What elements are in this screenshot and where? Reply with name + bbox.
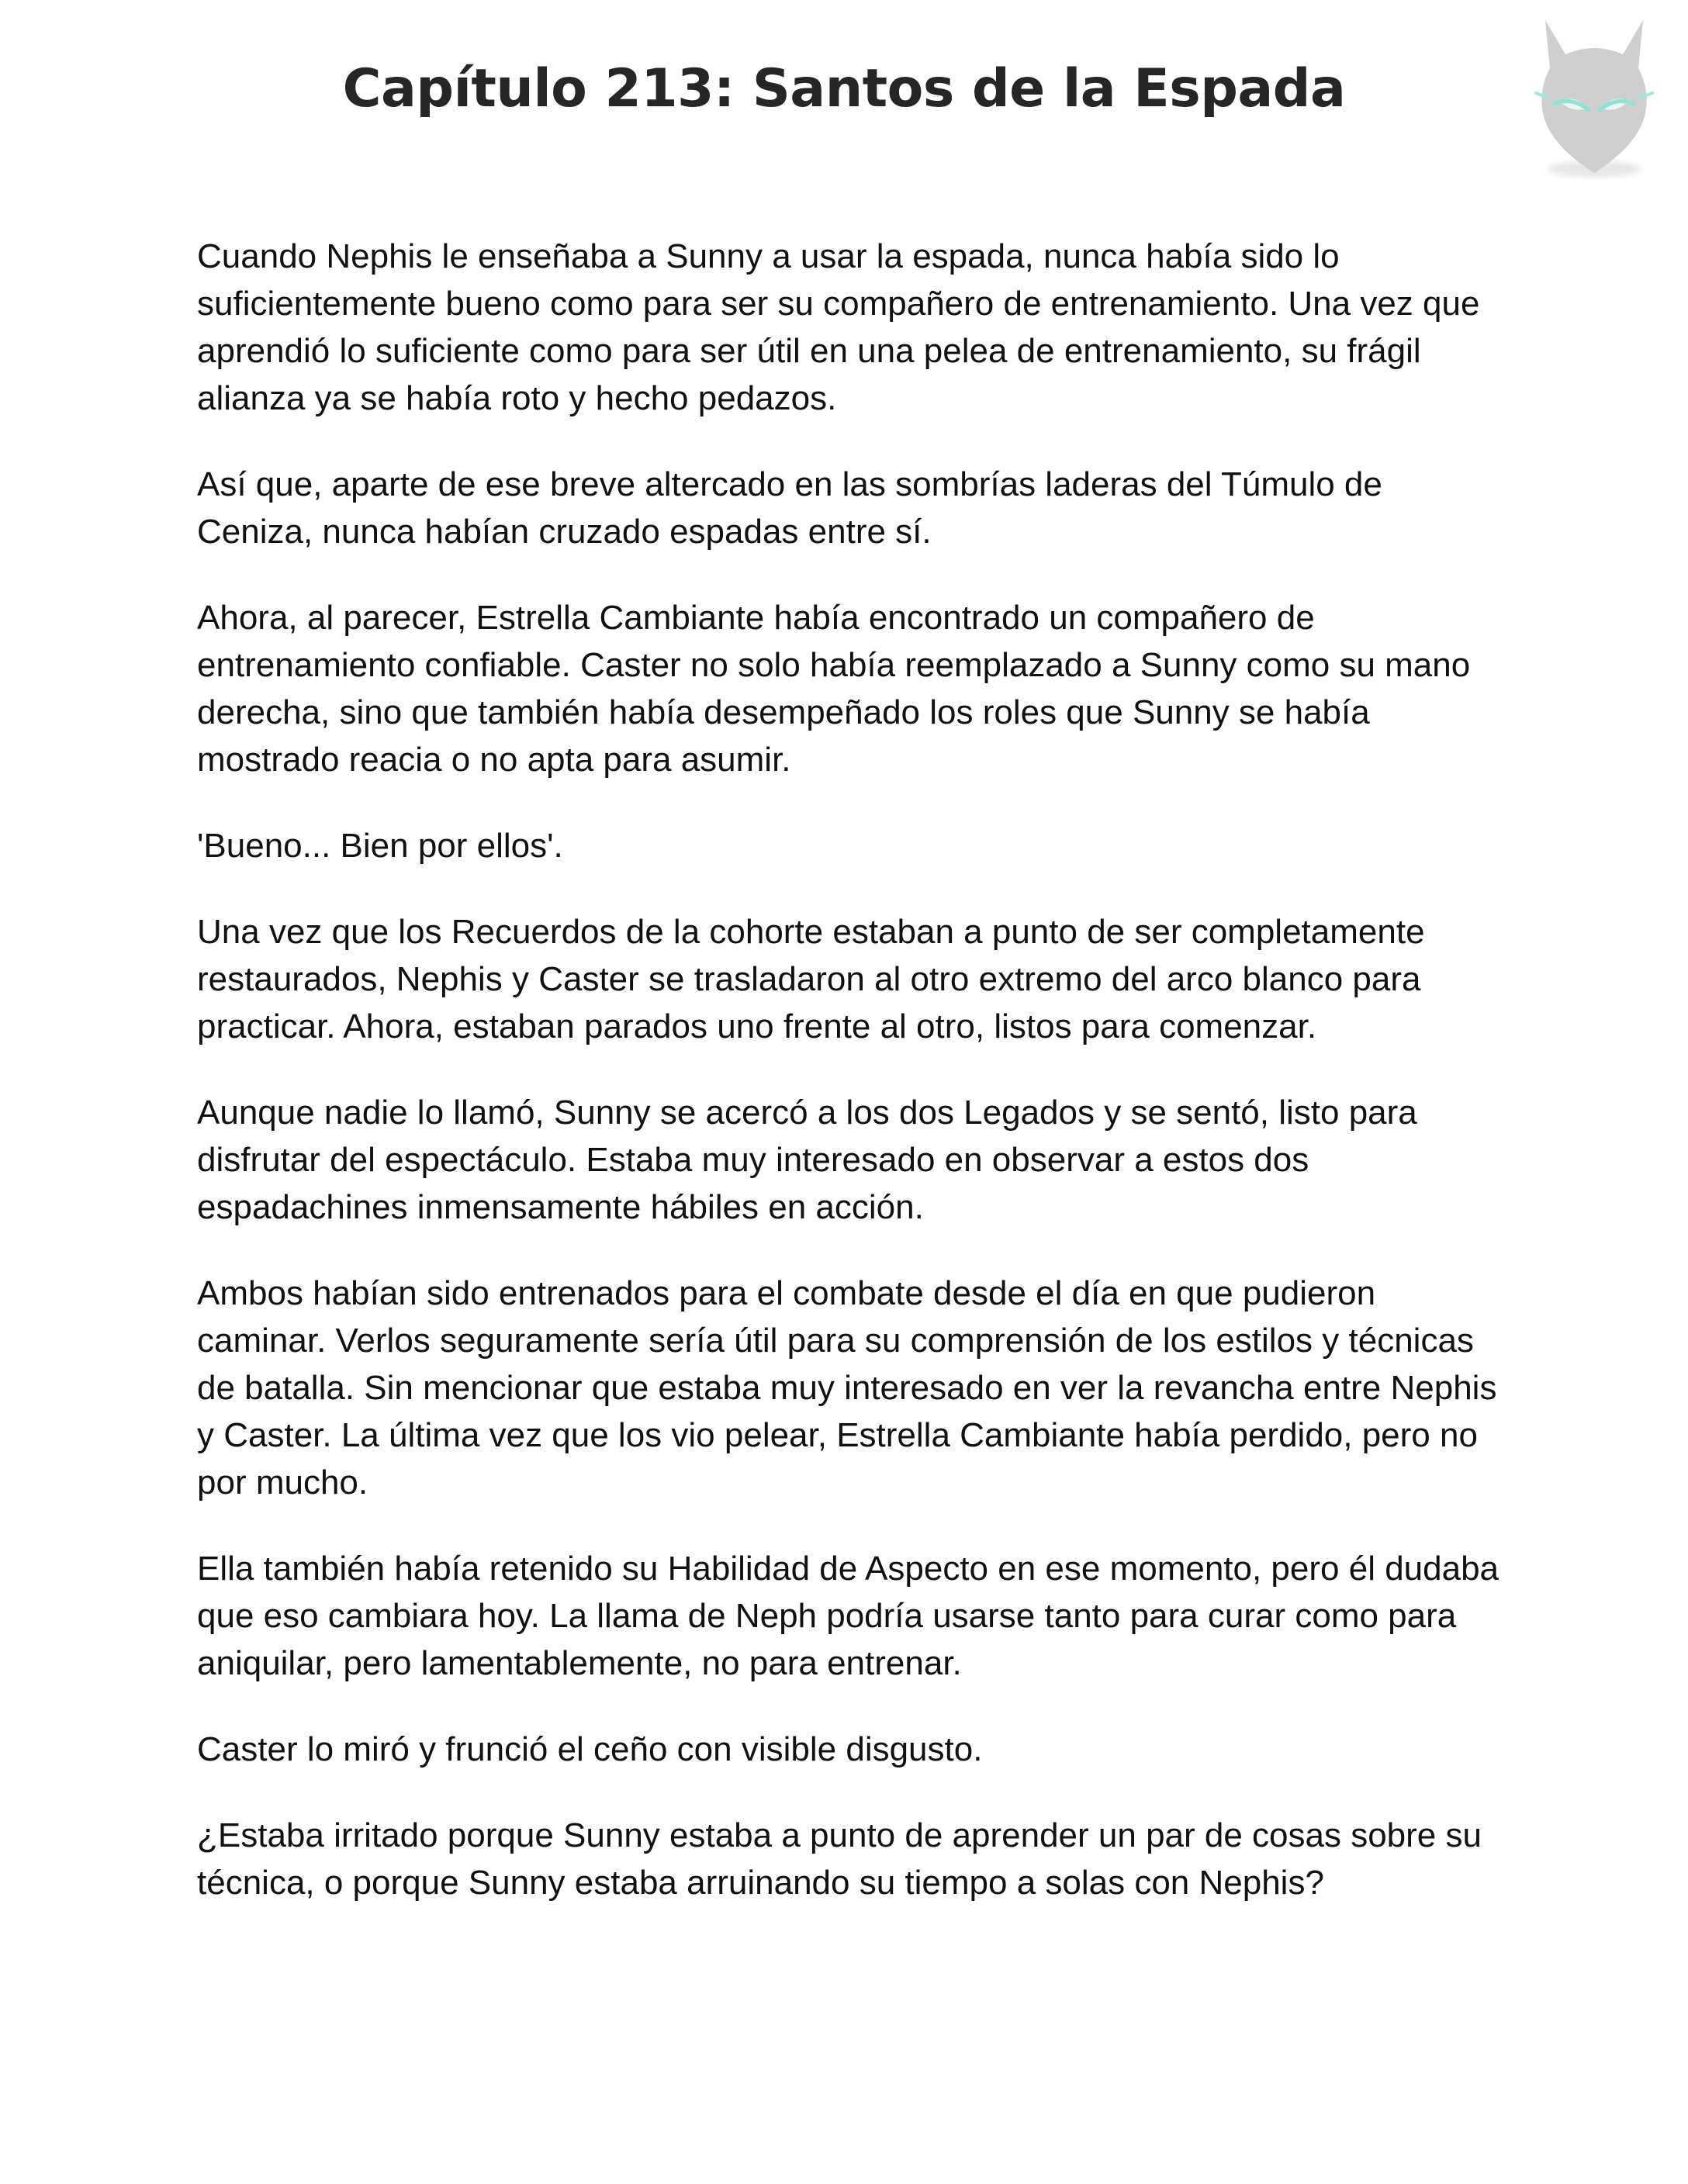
- paragraph: Caster lo miró y frunció el ceño con visible disgusto.: [197, 1730, 983, 1768]
- paragraph: Una vez que los Recuerdos de la cohorte estaban a punto de ser completamente restaurados, Nephis y Caster se trasladaron al otro extremo del arco blanco para practicar. Ahora, estaban parados uno frente al otro, listos para comenzar.: [197, 913, 1425, 1045]
- paragraph: 'Bueno... Bien por ellos'.: [197, 827, 563, 865]
- paragraph: Así que, aparte de ese breve altercado en las sombrías laderas del Túmulo de Ceniza, nunca habían cruzado espadas entre sí.: [197, 465, 1382, 551]
- paragraph: ¿Estaba irritado porque Sunny estaba a punto de aprender un par de cosas sobre su técnica, o porque Sunny estaba arruinando su tiempo a solas con Nephis?: [197, 1816, 1482, 1902]
- paragraph: Aunque nadie lo llamó, Sunny se acercó a los dos Legados y se sentó, listo para disfrutar del espectáculo. Estaba muy interesado en observar a estos dos espadachines inmensamente hábiles en acción.: [197, 1094, 1417, 1226]
- chapter-title: Capítulo 213: Santos de la Espada: [342, 58, 1346, 119]
- paragraph: Cuando Nephis le enseñaba a Sunny a usar la espada, nunca había sido lo suficientemente bueno como para ser su compañero de entrenamiento. Una vez que aprendió lo suficiente como para ser útil en una pelea de entrenamiento, su frágil alianza ya se había roto y hecho pedazos.: [197, 237, 1480, 417]
- paragraph: Ella también había retenido su Habilidad de Aspecto en ese momento, pero él dudaba que eso cambiara hoy. La llama de Neph podría usarse tanto para curar como para aniquilar, pero lamentablemente, no para entrenar.: [197, 1550, 1499, 1682]
- paragraph: Ahora, al parecer, Estrella Cambiante había encontrado un compañero de entrenamiento confiable. Caster no solo había reemplazado a Sunny como su mano derecha, sino que también había desempeñado los roles que Sunny se había mostrado reacia o no apta para asumir.: [197, 599, 1471, 779]
- paragraph: Ambos habían sido entrenados para el combate desde el día en que pudieron caminar. Verlos seguramente sería útil para su comprensión de los estilos y técnicas de batalla. Sin mencionar que estaba muy interesado en ver la revancha entre Nephis y Caster. La última vez que los vio pelear, Estrella Cambiante había perdido, pero no por mucho.: [197, 1274, 1497, 1502]
- chapter-body: [197, 233, 1500, 1945]
